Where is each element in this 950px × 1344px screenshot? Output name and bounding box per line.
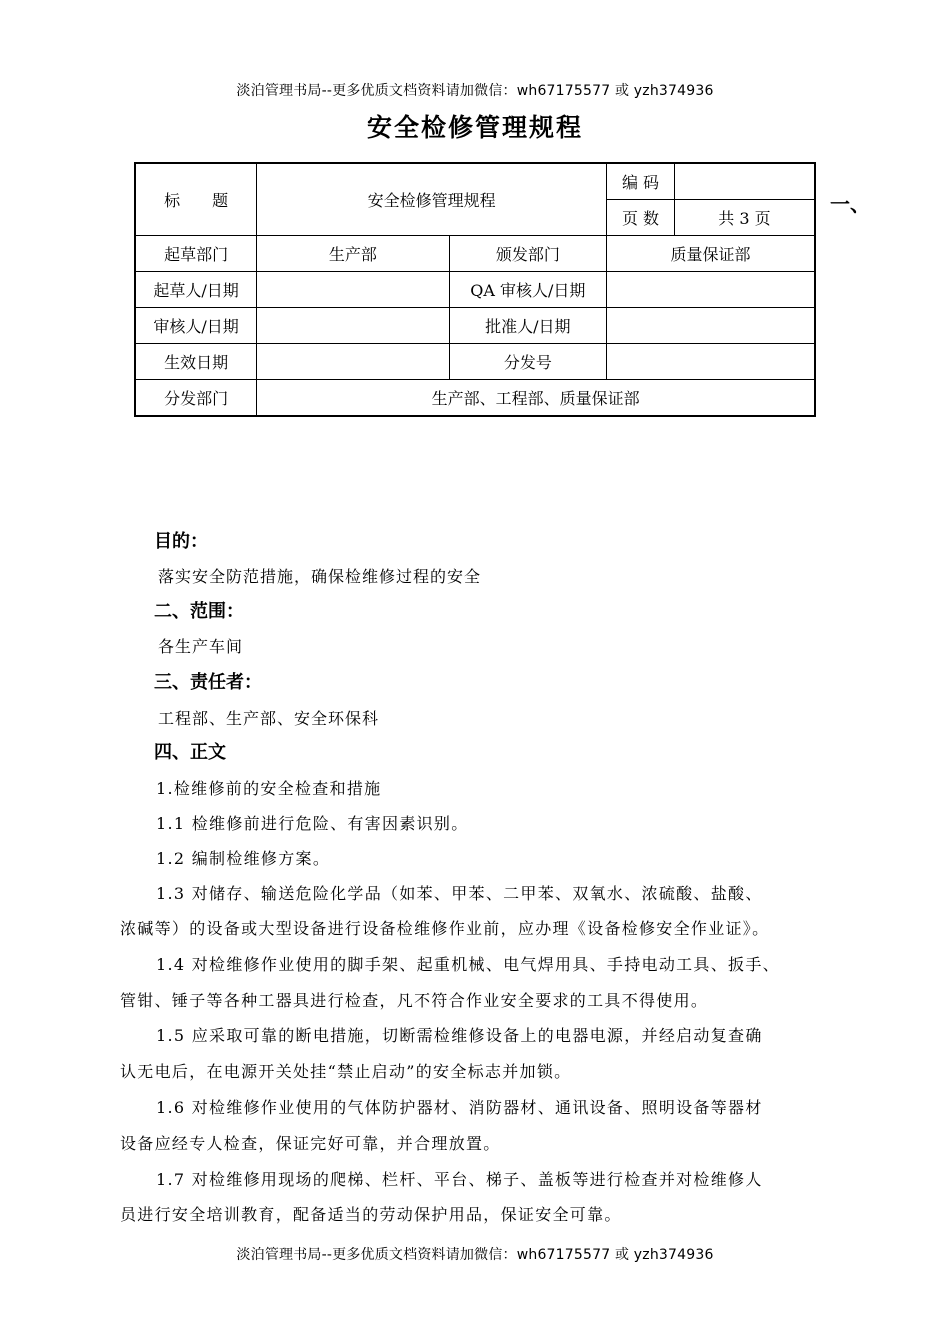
drafter-label: 起草人/日期 [135, 272, 257, 308]
title-value: 安全检修管理规程 [257, 163, 607, 236]
reviewer-label: 审核人/日期 [135, 308, 257, 344]
page-header: 淡泊管理书局--更多优质文档资料请加微信：wh67175577 或 yzh374936 [236, 83, 714, 99]
draft-dept-value: 生产部 [257, 236, 449, 272]
clause-1-7-line1: 1.7 对检维修用现场的爬梯、栏杆、平台、梯子、盖板等进行检查并对检维修人 [156, 1170, 763, 1189]
reviewer-value [257, 308, 449, 344]
clause-1-7-line2: 员进行安全培训教育，配备适当的劳动保护用品，保证安全可靠。 [120, 1205, 622, 1224]
pages-value: 共 3 页 [674, 200, 815, 236]
page-footer: 淡泊管理书局--更多优质文档资料请加微信：wh67175577 或 yzh374936 [236, 1247, 714, 1263]
document-title: 安全检修管理规程 [366, 113, 583, 142]
distribution-dept-value: 生产部、工程部、质量保证部 [257, 380, 815, 417]
effective-date-value [257, 344, 449, 380]
effective-date-label: 生效日期 [135, 344, 257, 380]
code-label: 编 码 [607, 163, 675, 200]
title-label: 标 题 [135, 163, 257, 236]
issue-dept-label: 颁发部门 [449, 236, 607, 272]
clause-1-1: 1.1 检维修前进行危险、有害因素识别。 [156, 814, 469, 833]
code-value [674, 163, 815, 200]
qa-reviewer-value [607, 272, 815, 308]
scope-heading: 二、范围： [154, 601, 244, 622]
clause-1-5-line1: 1.5 应采取可靠的断电措施，切断需检维修设备上的电器电源，并经启动复查确 [156, 1026, 763, 1045]
drafter-value [257, 272, 449, 308]
approver-label: 批准人/日期 [449, 308, 607, 344]
clause-1-5-line2: 认无电后，在电源开关处挂“禁止启动”的安全标志并加锁。 [120, 1062, 572, 1081]
purpose-text: 落实安全防范措施，确保检维修过程的安全 [158, 567, 482, 586]
distribution-no-value [607, 344, 815, 380]
clause-1-3-line1: 1.3 对储存、输送危险化学品（如苯、甲苯、二甲苯、双氧水、浓硫酸、盐酸、 [156, 884, 763, 903]
clause-1-6-line1: 1.6 对检维修作业使用的气体防护器材、消防器材、通讯设备、照明设备等器材 [156, 1098, 763, 1117]
qa-reviewer-label: QA 审核人/日期 [449, 272, 607, 308]
body-heading: 四、正文 [154, 742, 226, 763]
clause-1-4-line1: 1.4 对检维修作业使用的脚手架、起重机械、电气焊用具、手持电动工具、扳手、 [156, 955, 780, 974]
responsibility-heading: 三、责任者： [154, 672, 262, 693]
scope-text: 各生产车间 [158, 637, 244, 656]
document-info-table [134, 162, 816, 417]
clause-1-6-line2: 设备应经专人检查，保证完好可靠，并合理放置。 [120, 1134, 501, 1153]
clause-1-2: 1.2 编制检维修方案。 [156, 849, 331, 868]
approver-value [607, 308, 815, 344]
responsibility-text: 工程部、生产部、安全环保科 [158, 709, 380, 728]
distribution-dept-label: 分发部门 [135, 380, 257, 417]
clause-1-3-line2: 浓碱等）的设备或大型设备进行设备检维修作业前，应办理《设备检修安全作业证》。 [120, 919, 770, 938]
draft-dept-label: 起草部门 [135, 236, 257, 272]
section-number-fragment: 一、 [830, 192, 870, 216]
clause-1-4-line2: 管钳、锤子等各种工器具进行检查，凡不符合作业安全要求的工具不得使用。 [120, 991, 709, 1010]
distribution-no-label: 分发号 [449, 344, 607, 380]
purpose-heading: 目的： [154, 531, 208, 552]
issue-dept-value: 质量保证部 [607, 236, 815, 272]
clause-1: 1.检维修前的安全检查和措施 [156, 779, 382, 798]
pages-label: 页 数 [607, 200, 675, 236]
